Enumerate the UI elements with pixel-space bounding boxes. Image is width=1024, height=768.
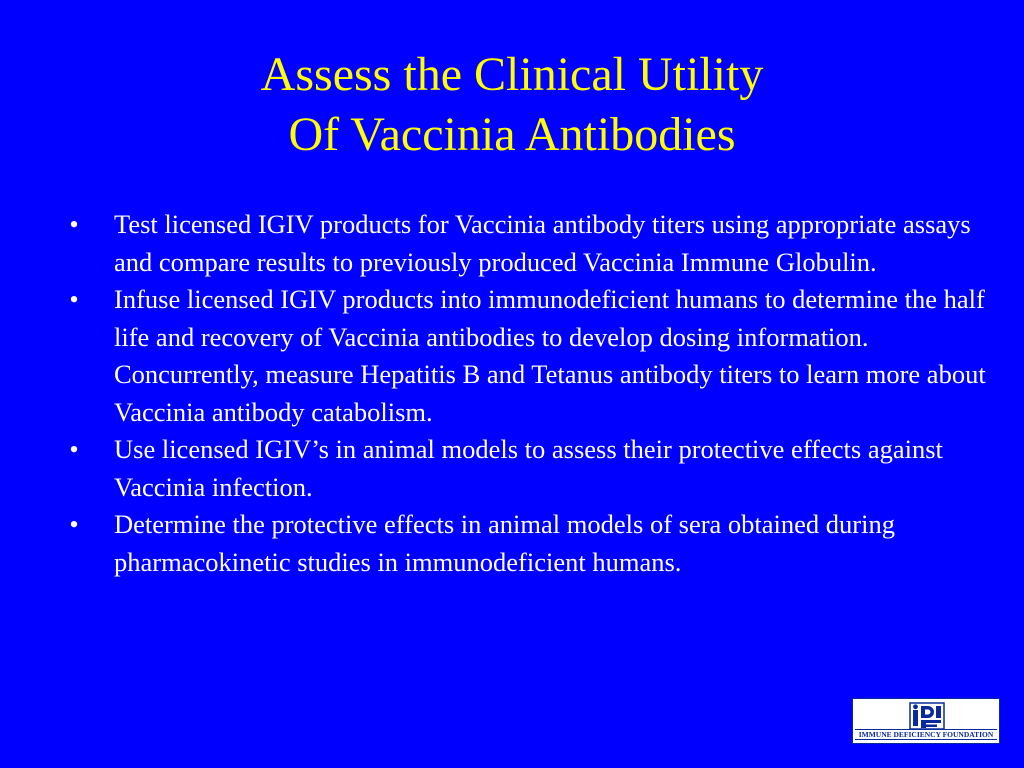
idf-logo-text: IMMUNE DEFICIENCY FOUNDATION: [855, 729, 997, 740]
idf-logo: [852, 698, 1000, 744]
bullet-marker: •: [69, 434, 79, 464]
bullet-item: [62, 506, 992, 581]
bullet-item: [62, 431, 992, 506]
idf-logo-icon: [909, 702, 945, 730]
bullet-text: Determine the protective effects in animal models of sera obtained during pharmacokinetic studies in immunodeficient humans.: [114, 509, 895, 577]
slide-title: [0, 45, 1024, 165]
bullet-marker: •: [69, 509, 79, 539]
bullet-text: Infuse licensed IGIV products into immunodeficient humans to determine the half life and recovery of Vaccinia antibodies to develop dosing information. Concurrently, measure Hepatitis B and Tetanus antibody titers to learn more about Vaccinia antibody catabolism.: [114, 284, 986, 427]
bullet-marker: •: [69, 209, 79, 239]
title-line-1: Assess the Clinical Utility: [260, 48, 764, 101]
bullet-text: Use licensed IGIV’s in animal models to assess their protective effects against Vaccinia infection.: [114, 434, 943, 502]
bullet-list: [62, 206, 992, 581]
title-line-2: Of Vaccinia Antibodies: [288, 108, 736, 161]
bullet-item: [62, 206, 992, 281]
bullet-text: Test licensed IGIV products for Vaccinia antibody titers using appropriate assays and compare results to previously produced Vaccinia Immune Globulin.: [114, 209, 971, 277]
bullet-marker: •: [69, 284, 79, 314]
bullet-item: [62, 281, 992, 431]
